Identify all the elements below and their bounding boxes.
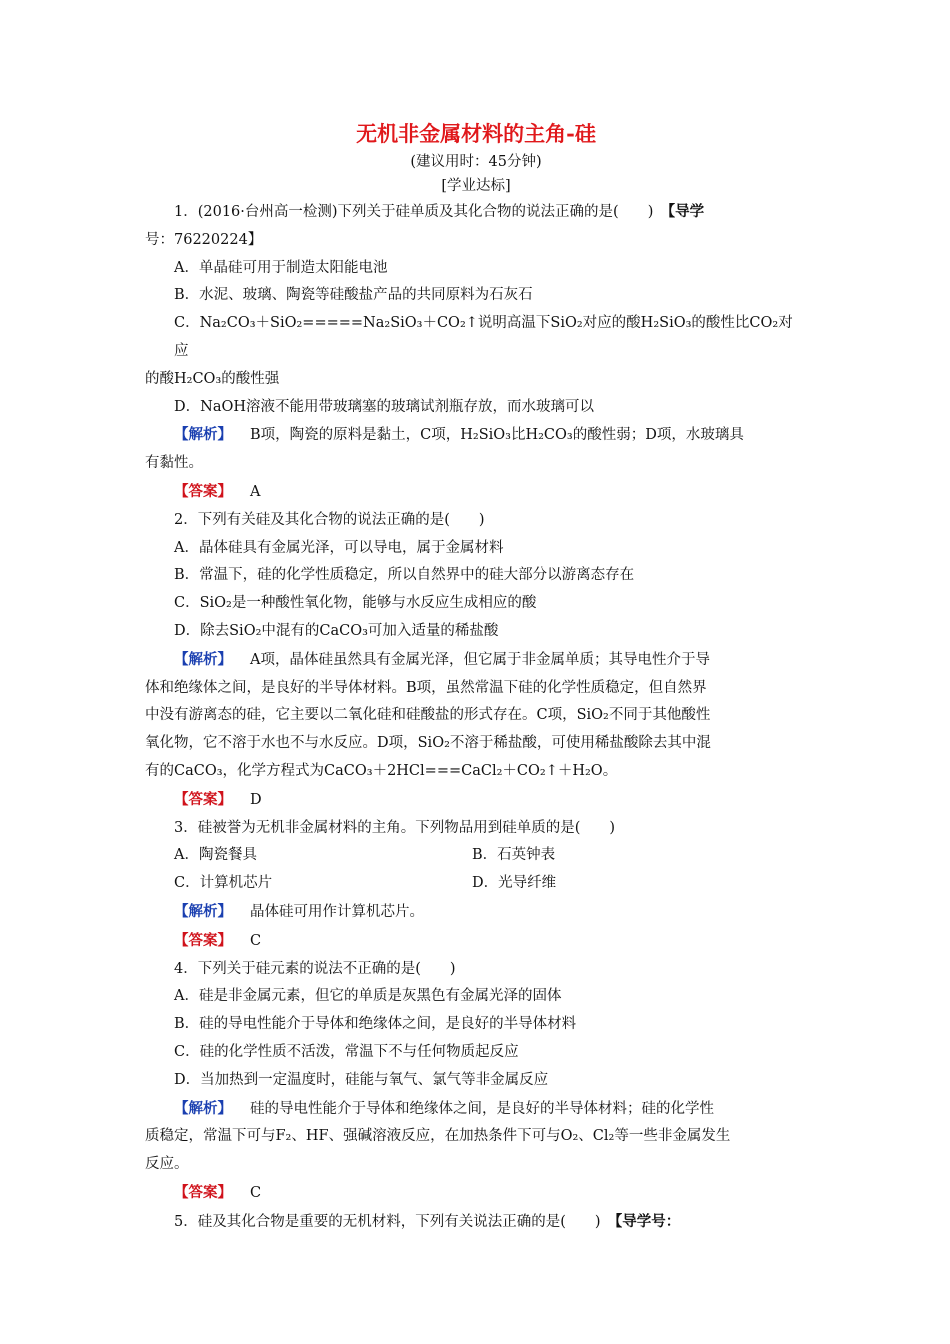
guide-label: 【导学 xyxy=(667,203,705,220)
q3-analysis: 【解析】 晶体硅可用作计算机芯片。 xyxy=(174,902,424,920)
q3-options-row-1 xyxy=(145,842,807,870)
q2-option-b: B．常温下，硅的化学性质稳定，所以自然界中的硅大部分以游离态存在 xyxy=(174,567,635,584)
q2-analysis-line-3: 中没有游离态的硅，它主要以二氧化硅和硅酸盐的形式存在。C项，SiO₂不同于其他酸性 xyxy=(145,707,711,724)
document-page xyxy=(145,118,807,1236)
question-2-stem: 2．下列有关硅及其化合物的说法正确的是( ) xyxy=(174,511,485,528)
section-heading: [学业达标] xyxy=(441,178,511,194)
q1-option-a: A．单晶硅可用于制造太阳能电池 xyxy=(174,259,388,276)
answer-label: 【答案】 xyxy=(174,1183,232,1201)
q2-option-c: C．SiO₂是一种酸性氧化物，能够与水反应生成相应的酸 xyxy=(174,595,537,612)
analysis-label: 【解析】 xyxy=(174,1099,232,1117)
guide-label: 【导学号： xyxy=(615,1212,681,1230)
question-4-stem: 4．下列关于硅元素的说法不正确的是( ) xyxy=(174,960,456,977)
q3-option-c: C．计算机芯片 xyxy=(174,875,273,892)
question-1-stem: 1．(2016·台州高一检测)下列关于硅单质及其化合物的说法正确的是( ) 【导学 xyxy=(174,203,705,220)
answer-label: 【答案】 xyxy=(174,790,232,808)
q4-answer: 【答案】 C xyxy=(174,1183,262,1201)
answer-label: 【答案】 xyxy=(174,931,232,949)
page-title: 无机非金属材料的主角-硅 xyxy=(356,121,596,146)
question-3-stem: 3．硅被誉为无机非金属材料的主角。下列物品用到硅单质的是( ) xyxy=(174,819,616,836)
q4-analysis: 【解析】 硅的导电性能介于导体和绝缘体之间，是良好的半导体材料；硅的化学性 xyxy=(174,1099,714,1117)
question-1-stem-cont: 号：76220224】 xyxy=(145,231,263,248)
q2-option-a: A．晶体硅具有金属光泽，可以导电，属于金属材料 xyxy=(174,539,504,556)
q2-analysis-line-5: 有的CaCO₃，化学方程式为CaCO₃＋2HCl===CaCl₂＋CO₂↑＋H₂O。 xyxy=(145,762,618,779)
q4-option-a: A．硅是非金属元素，但它的单质是灰黑色有金属光泽的固体 xyxy=(174,988,562,1005)
q1-option-d: D．NaOH溶液不能用带玻璃塞的玻璃试剂瓶存放，而水玻璃可以 xyxy=(174,398,594,415)
q3-option-d: D．光导纤维 xyxy=(472,875,557,892)
q1-analysis-cont: 有黏性。 xyxy=(145,455,203,472)
q1-analysis: 【解析】 B项，陶瓷的原料是黏土，C项，H₂SiO₃比H₂CO₃的酸性弱；D项，水玻璃具 xyxy=(174,426,744,444)
analysis-label: 【解析】 xyxy=(174,902,232,920)
q3-options-row-2 xyxy=(145,870,807,898)
q4-analysis-line-2: 质稳定，常温下可与F₂、HF、强碱溶液反应，在加热条件下可与O₂、Cl₂等一些非金属发生 xyxy=(145,1128,731,1145)
q4-option-d: D．当加热到一定温度时，硅能与氧气、氯气等非金属反应 xyxy=(174,1071,549,1088)
q4-option-b: B．硅的导电性能介于导体和绝缘体之间，是良好的半导体材料 xyxy=(174,1016,577,1033)
q3-option-a: A．陶瓷餐具 xyxy=(174,847,257,864)
q3-option-b: B．石英钟表 xyxy=(472,847,556,864)
answer-label: 【答案】 xyxy=(174,482,232,500)
q2-analysis: 【解析】 A项，晶体硅虽然具有金属光泽，但它属于非金属单质；其导电性介于导 xyxy=(174,650,710,668)
q2-option-d: D．除去SiO₂中混有的CaCO₃可加入适量的稀盐酸 xyxy=(174,622,499,639)
analysis-label: 【解析】 xyxy=(174,650,232,668)
q2-answer: 【答案】 D xyxy=(174,790,262,808)
q1-option-c-cont: 的酸H₂CO₃的酸性强 xyxy=(145,370,280,387)
q4-analysis-line-3: 反应。 xyxy=(145,1156,189,1173)
q1-answer: 【答案】 A xyxy=(174,482,261,500)
q1-option-b: B．水泥、玻璃、陶瓷等硅酸盐产品的共同原料为石灰石 xyxy=(174,287,533,304)
q3-answer: 【答案】 C xyxy=(174,931,262,949)
q2-analysis-line-4: 氧化物，它不溶于水也不与水反应。D项，SiO₂不溶于稀盐酸，可使用稀盐酸除去其中混 xyxy=(145,735,711,752)
question-5-stem: 5．硅及其化合物是重要的无机材料，下列有关说法正确的是( ) 【导学号： xyxy=(174,1212,681,1230)
q2-analysis-line-2: 体和绝缘体之间，是良好的半导体材料。B项，虽然常温下硅的化学性质稳定，但自然界 xyxy=(145,679,707,696)
q4-option-c: C．硅的化学性质不活泼，常温下不与任何物质起反应 xyxy=(174,1043,519,1060)
time-note: (建议用时：45分钟) xyxy=(410,154,542,170)
analysis-label: 【解析】 xyxy=(174,426,232,444)
q1-option-c: C．Na₂CO₃＋SiO₂=====Na₂SiO₃＋CO₂↑说明高温下SiO₂对应的酸H₂SiO₃的酸性比CO₂对应 xyxy=(174,315,793,359)
